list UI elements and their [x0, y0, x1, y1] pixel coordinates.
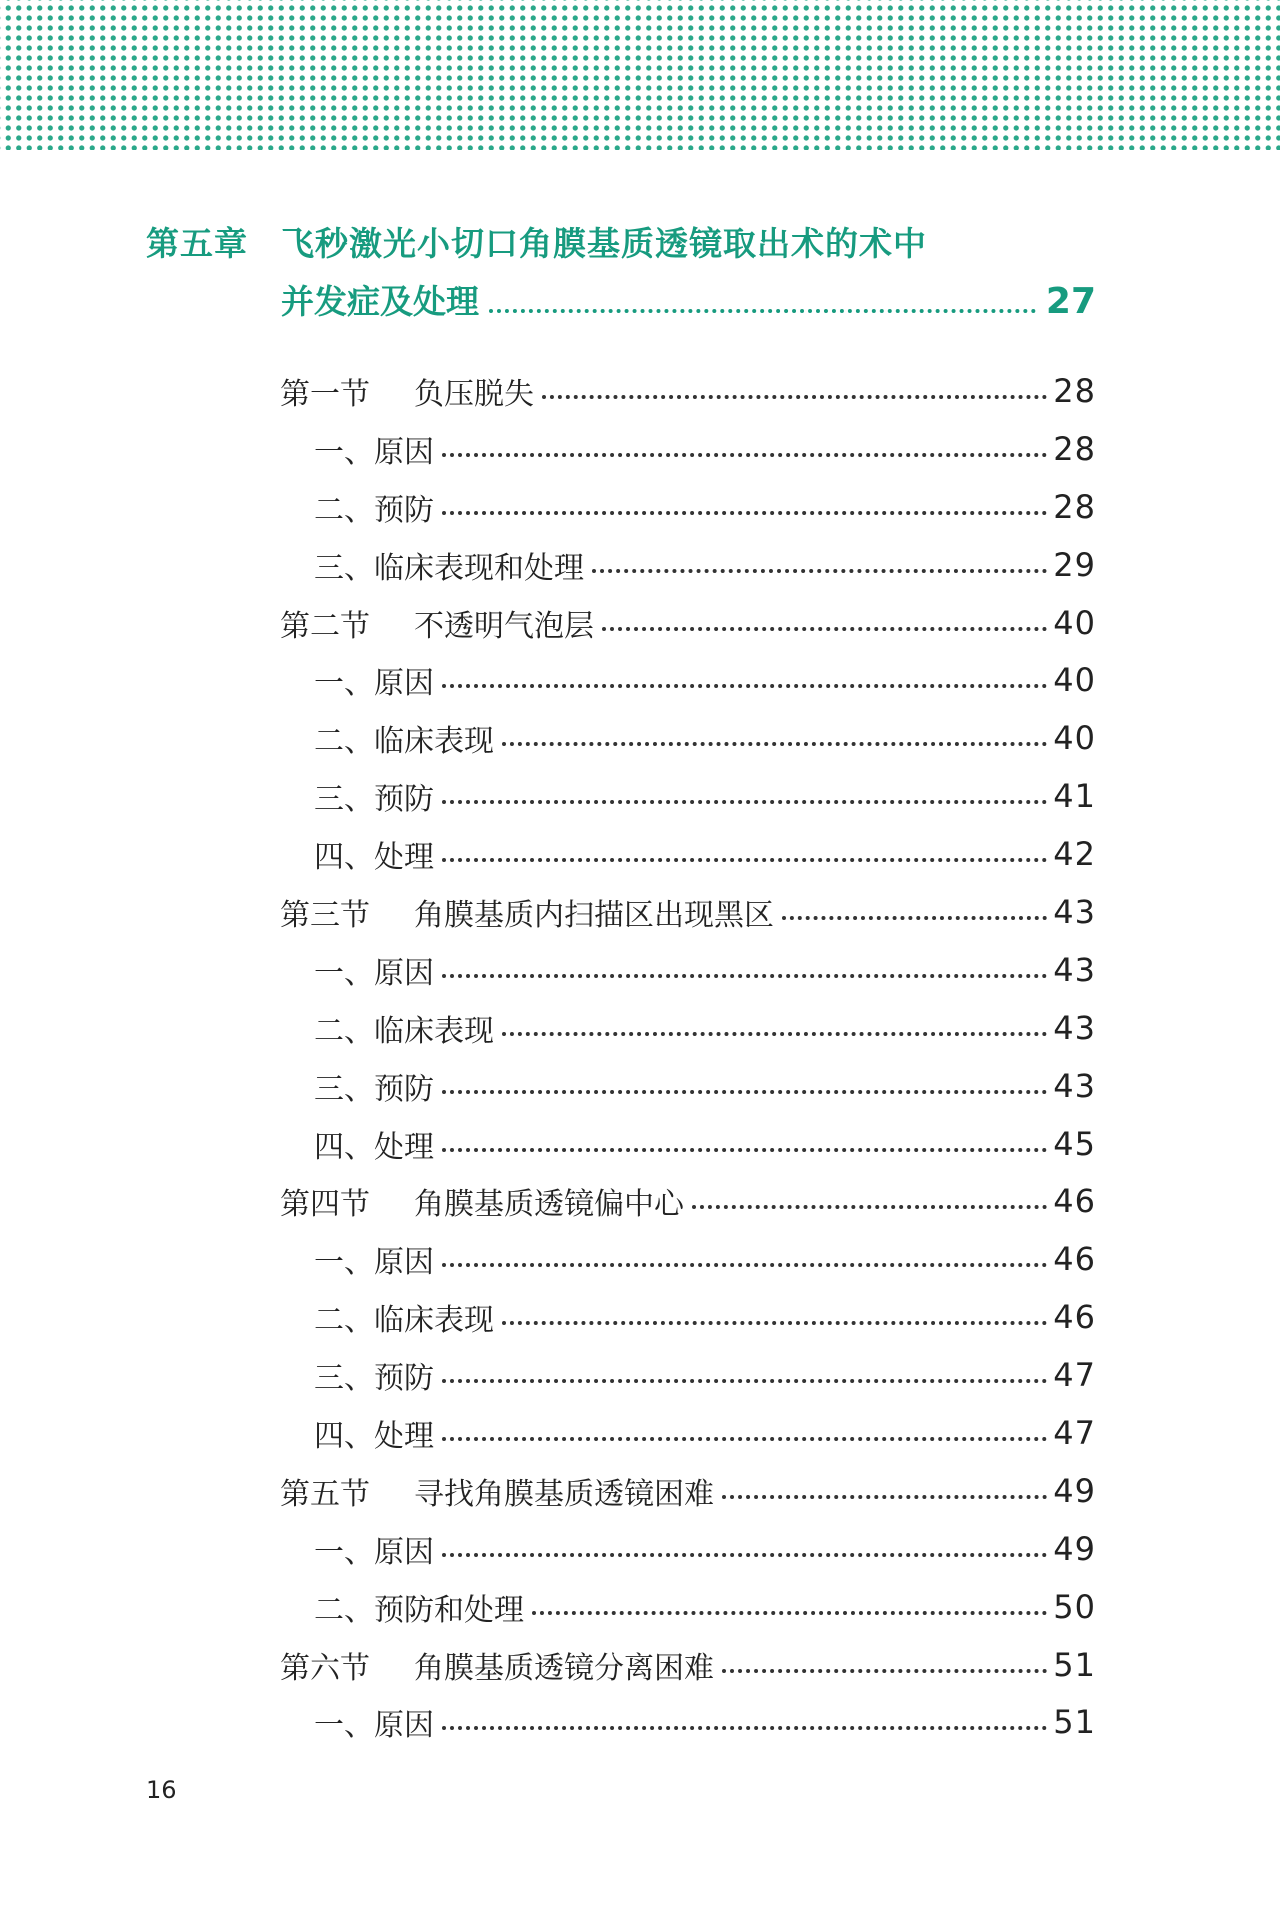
entry-title: 临床表现 [374, 1303, 494, 1339]
toc-subentry[interactable] [280, 651, 1096, 709]
leader-dots [532, 1611, 1047, 1615]
entry-page-number: 46 [1053, 1240, 1096, 1279]
entry-page-number: 47 [1053, 1413, 1096, 1452]
entry-title: 原因 [374, 955, 434, 991]
entry-number: 三、 [314, 550, 374, 586]
leader-dots [442, 453, 1047, 457]
toc-subentry[interactable] [280, 536, 1096, 594]
entry-title: 预防 [374, 492, 434, 528]
leader-dots [442, 1553, 1047, 1557]
entry-page-number: 46 [1053, 1182, 1096, 1221]
entry-number: 第一节 [280, 376, 370, 412]
leader-dots [442, 1263, 1047, 1267]
leader-dots [442, 1090, 1047, 1094]
entry-title: 处理 [374, 1129, 434, 1165]
toc-subentry[interactable] [280, 941, 1096, 999]
entry-number: 一、 [314, 1534, 374, 1570]
entry-page-number: 46 [1053, 1298, 1096, 1337]
entry-page-number: 51 [1053, 1703, 1096, 1742]
chapter-title-line2: 并发症及处理 [281, 282, 479, 321]
entry-number: 四、 [314, 840, 374, 876]
toc-subentry[interactable] [280, 1230, 1096, 1288]
entry-page-number: 28 [1053, 487, 1096, 526]
entry-page-number: 45 [1053, 1124, 1096, 1163]
toc-subentry[interactable] [280, 767, 1096, 825]
dot-pattern-header [0, 0, 1280, 150]
entry-page-number: 43 [1053, 1066, 1096, 1105]
entry-number: 四、 [314, 1418, 374, 1454]
entry-page-number: 28 [1053, 371, 1096, 410]
toc-subentry[interactable] [280, 1520, 1096, 1578]
entry-title: 预防 [374, 1361, 434, 1397]
entry-number: 三、 [314, 782, 374, 818]
entry-title: 不透明气泡层 [414, 608, 594, 644]
entry-number: 一、 [314, 955, 374, 991]
entry-number: 二、 [314, 1013, 374, 1049]
leader-dots [542, 395, 1047, 399]
entry-title: 临床表现 [374, 724, 494, 760]
page-number: 16 [146, 1776, 177, 1804]
toc-subentry[interactable] [280, 1404, 1096, 1462]
leader-dots [442, 858, 1047, 862]
leader-dots [442, 511, 1047, 515]
entry-title: 角膜基质透镜偏中心 [414, 1187, 684, 1223]
entry-number: 第六节 [280, 1650, 370, 1686]
leader-dots [782, 916, 1047, 920]
entry-number: 第五节 [280, 1476, 370, 1512]
entry-page-number: 49 [1053, 1471, 1096, 1510]
entry-number: 二、 [314, 492, 374, 528]
leader-dots [722, 1495, 1047, 1499]
leader-dots [442, 1437, 1047, 1441]
entry-page-number: 43 [1053, 1008, 1096, 1047]
entry-title: 原因 [374, 434, 434, 470]
leader-dots [442, 1379, 1047, 1383]
toc-subentry[interactable] [280, 420, 1096, 478]
chapter-leader-dots [489, 309, 1036, 313]
entry-title: 负压脱失 [414, 376, 534, 412]
toc-section-entry[interactable] [280, 883, 1096, 941]
entry-page-number: 50 [1053, 1587, 1096, 1626]
entry-page-number: 51 [1053, 1645, 1096, 1684]
entry-number: 二、 [314, 724, 374, 760]
entry-title: 原因 [374, 1708, 434, 1744]
entry-title: 寻找角膜基质透镜困难 [414, 1476, 714, 1512]
toc-subentry[interactable] [280, 1346, 1096, 1404]
entry-page-number: 42 [1053, 835, 1096, 874]
entry-number: 二、 [314, 1592, 374, 1628]
entry-number: 三、 [314, 1071, 374, 1107]
toc-subentry[interactable] [280, 1057, 1096, 1115]
leader-dots [592, 569, 1047, 573]
leader-dots [442, 1148, 1047, 1152]
entry-page-number: 49 [1053, 1529, 1096, 1568]
entry-number: 第二节 [280, 608, 370, 644]
toc-section-entry[interactable] [280, 594, 1096, 652]
entry-page-number: 41 [1053, 777, 1096, 816]
toc-subentry[interactable] [280, 1115, 1096, 1173]
leader-dots [442, 684, 1047, 688]
entry-title: 原因 [374, 1534, 434, 1570]
entry-title: 角膜基质透镜分离困难 [414, 1650, 714, 1686]
leader-dots [502, 1321, 1047, 1325]
toc-subentry[interactable] [280, 825, 1096, 883]
toc-subentry[interactable] [280, 478, 1096, 536]
entry-number: 三、 [314, 1361, 374, 1397]
entry-number: 二、 [314, 1303, 374, 1339]
toc-section-entry[interactable] [280, 362, 1096, 420]
leader-dots [722, 1669, 1047, 1673]
leader-dots [602, 627, 1047, 631]
leader-dots [692, 1205, 1047, 1209]
chapter-page-number: 27 [1045, 281, 1096, 322]
entry-number: 第三节 [280, 897, 370, 933]
entry-number: 一、 [314, 1708, 374, 1744]
entry-number: 第四节 [280, 1187, 370, 1223]
toc-section-entry[interactable] [280, 1462, 1096, 1520]
toc-list [280, 362, 1096, 1751]
entry-title: 预防 [374, 1071, 434, 1107]
entry-page-number: 40 [1053, 603, 1096, 642]
entry-number: 一、 [314, 434, 374, 470]
leader-dots [442, 1726, 1047, 1730]
entry-page-number: 40 [1053, 661, 1096, 700]
entry-title: 处理 [374, 840, 434, 876]
chapter-label: 第五章 [146, 224, 248, 263]
chapter-title-row2 [281, 276, 1096, 323]
entry-page-number: 43 [1053, 892, 1096, 931]
entry-number: 一、 [314, 1245, 374, 1281]
toc-subentry[interactable] [280, 709, 1096, 767]
toc-subentry[interactable] [280, 1578, 1096, 1636]
entry-page-number: 43 [1053, 950, 1096, 989]
toc-subentry[interactable] [280, 1288, 1096, 1346]
leader-dots [502, 1032, 1047, 1036]
entry-page-number: 28 [1053, 429, 1096, 468]
toc-subentry[interactable] [280, 999, 1096, 1057]
entry-title: 预防 [374, 782, 434, 818]
toc-section-entry[interactable] [280, 1636, 1096, 1694]
entry-title: 原因 [374, 666, 434, 702]
entry-page-number: 29 [1053, 545, 1096, 584]
entry-title: 临床表现和处理 [374, 550, 584, 586]
chapter-title-line1: 飞秒激光小切口角膜基质透镜取出术的术中 [281, 224, 927, 263]
entry-title: 临床表现 [374, 1013, 494, 1049]
leader-dots [502, 742, 1047, 746]
entry-title: 原因 [374, 1245, 434, 1281]
leader-dots [442, 974, 1047, 978]
toc-section-entry[interactable] [280, 1172, 1096, 1230]
entry-number: 四、 [314, 1129, 374, 1165]
entry-page-number: 47 [1053, 1356, 1096, 1395]
entry-title: 角膜基质内扫描区出现黑区 [414, 897, 774, 933]
toc-subentry[interactable] [280, 1693, 1096, 1751]
leader-dots [442, 800, 1047, 804]
entry-number: 一、 [314, 666, 374, 702]
entry-page-number: 40 [1053, 719, 1096, 758]
entry-title: 预防和处理 [374, 1592, 524, 1628]
entry-title: 处理 [374, 1418, 434, 1454]
